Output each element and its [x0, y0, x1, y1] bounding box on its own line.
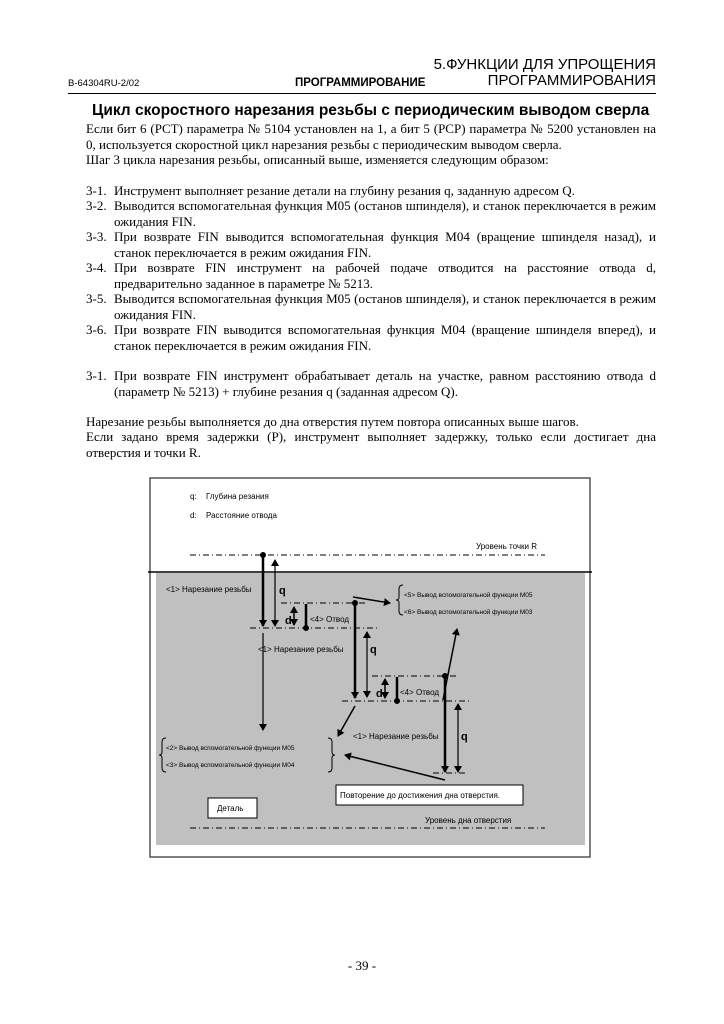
legend-q-text: Глубина резания [206, 492, 269, 501]
legend-d-symbol: d: [190, 511, 197, 520]
legend-d-text: Расстояние отвода [206, 511, 277, 520]
step-text: При возврате FIN инструмент на рабочей подаче отводится на расстояние отвода d, предварительно заданное в параметре № 5213. [114, 260, 656, 291]
cut-label-3: <1> Нарезание резьбы [353, 732, 439, 741]
step-text: При возврате FIN выводится вспомогательная функция M04 (вращение шпинделя вперед), и станок переключается в режим ожидания FIN. [114, 322, 656, 353]
step-number: 3-5. [86, 291, 107, 306]
m03-output-label: <6> Вывод вспомогательной функции M03 [404, 609, 533, 616]
step-text: Выводится вспомогательная функция M05 (останов шпинделя), и станок переключается в режим ожидания FIN. [114, 198, 656, 229]
section-title: ПРОГРАММИРОВАНИЕ [295, 77, 426, 89]
q-label-1: q [279, 585, 286, 597]
q-label-3: q [461, 731, 468, 743]
d-label-1: d [285, 615, 292, 627]
intro-paragraph: Шаг 3 цикла нарезания резьбы, описанный выше, изменяется следующим образом: [86, 152, 549, 167]
step-text: Выводится вспомогательная функция M05 (останов шпинделя), и станок переключается в режим ожидания FIN. [114, 291, 656, 322]
page-number: - 39 - [347, 958, 377, 973]
part-label: Деталь [217, 804, 244, 813]
chapter-title-line1: 5.ФУНКЦИИ ДЛЯ УПРОЩЕНИЯ [433, 56, 656, 73]
step-number: 3-1. [86, 183, 107, 198]
hole-bottom-label: Уровень дна отверстия [425, 816, 512, 825]
retract-label-1: <4> Отвод [310, 615, 350, 624]
cut-label-2: <1> Нарезание резьбы [258, 645, 344, 654]
d-label-2: d [376, 688, 383, 700]
step-text: Инструмент выполняет резание детали на глубину резания q, заданную адресом Q. [114, 183, 575, 198]
step-text: При возврате FIN инструмент обрабатывает деталь на участке, равном расстоянию отвода d (параметр № 5213) + глубине резания q (заданная адресом Q). [114, 368, 656, 399]
intro-paragraph: Если бит 6 (PCT) параметра № 5104 установлен на 1, а бит 5 (PCP) параметра № 5200 установлен на 0, используется скоростной цикл нарезания резьбы с периодическим выводом сверла. [86, 121, 656, 152]
page-title: Цикл скоростного нарезания резьбы с периодическим выводом сверла [92, 102, 650, 119]
m04-output-label: <3> Вывод вспомогательной функции M04 [166, 762, 295, 769]
step-number: 3-1. [86, 368, 107, 383]
m05-output-label-top: <5> Вывод вспомогательной функции M05 [404, 592, 533, 599]
m05-output-label-bottom: <2> Вывод вспомогательной функции M05 [166, 745, 295, 752]
r-level-label: Уровень точки R [476, 542, 538, 551]
outro-paragraph: Если задано время задержки (P), инструмент выполняет задержку, только если достигает дна отверстия и точки R. [86, 429, 656, 460]
step-text: При возврате FIN выводится вспомогательная функция M04 (вращение шпинделя назад), и станок переключается в режим ожидания FIN. [114, 229, 656, 260]
cut-label-1: <1> Нарезание резьбы [166, 585, 252, 594]
legend-q-symbol: q: [190, 492, 197, 501]
repeat-note: Повторение до достижения дна отверстия. [340, 791, 501, 800]
step-number: 3-6. [86, 322, 107, 337]
step-number: 3-3. [86, 229, 107, 244]
q-label-2: q [370, 644, 377, 656]
outro-paragraph: Нарезание резьбы выполняется до дна отверстия путем повтора описанных выше шагов. [86, 414, 579, 429]
retract-label-2: <4> Отвод [400, 688, 440, 697]
step-number: 3-2. [86, 198, 107, 213]
document-number: B-64304RU-2/02 [68, 78, 140, 89]
chapter-title-line2: ПРОГРАММИРОВАНИЯ [487, 72, 656, 89]
step-number: 3-4. [86, 260, 107, 275]
